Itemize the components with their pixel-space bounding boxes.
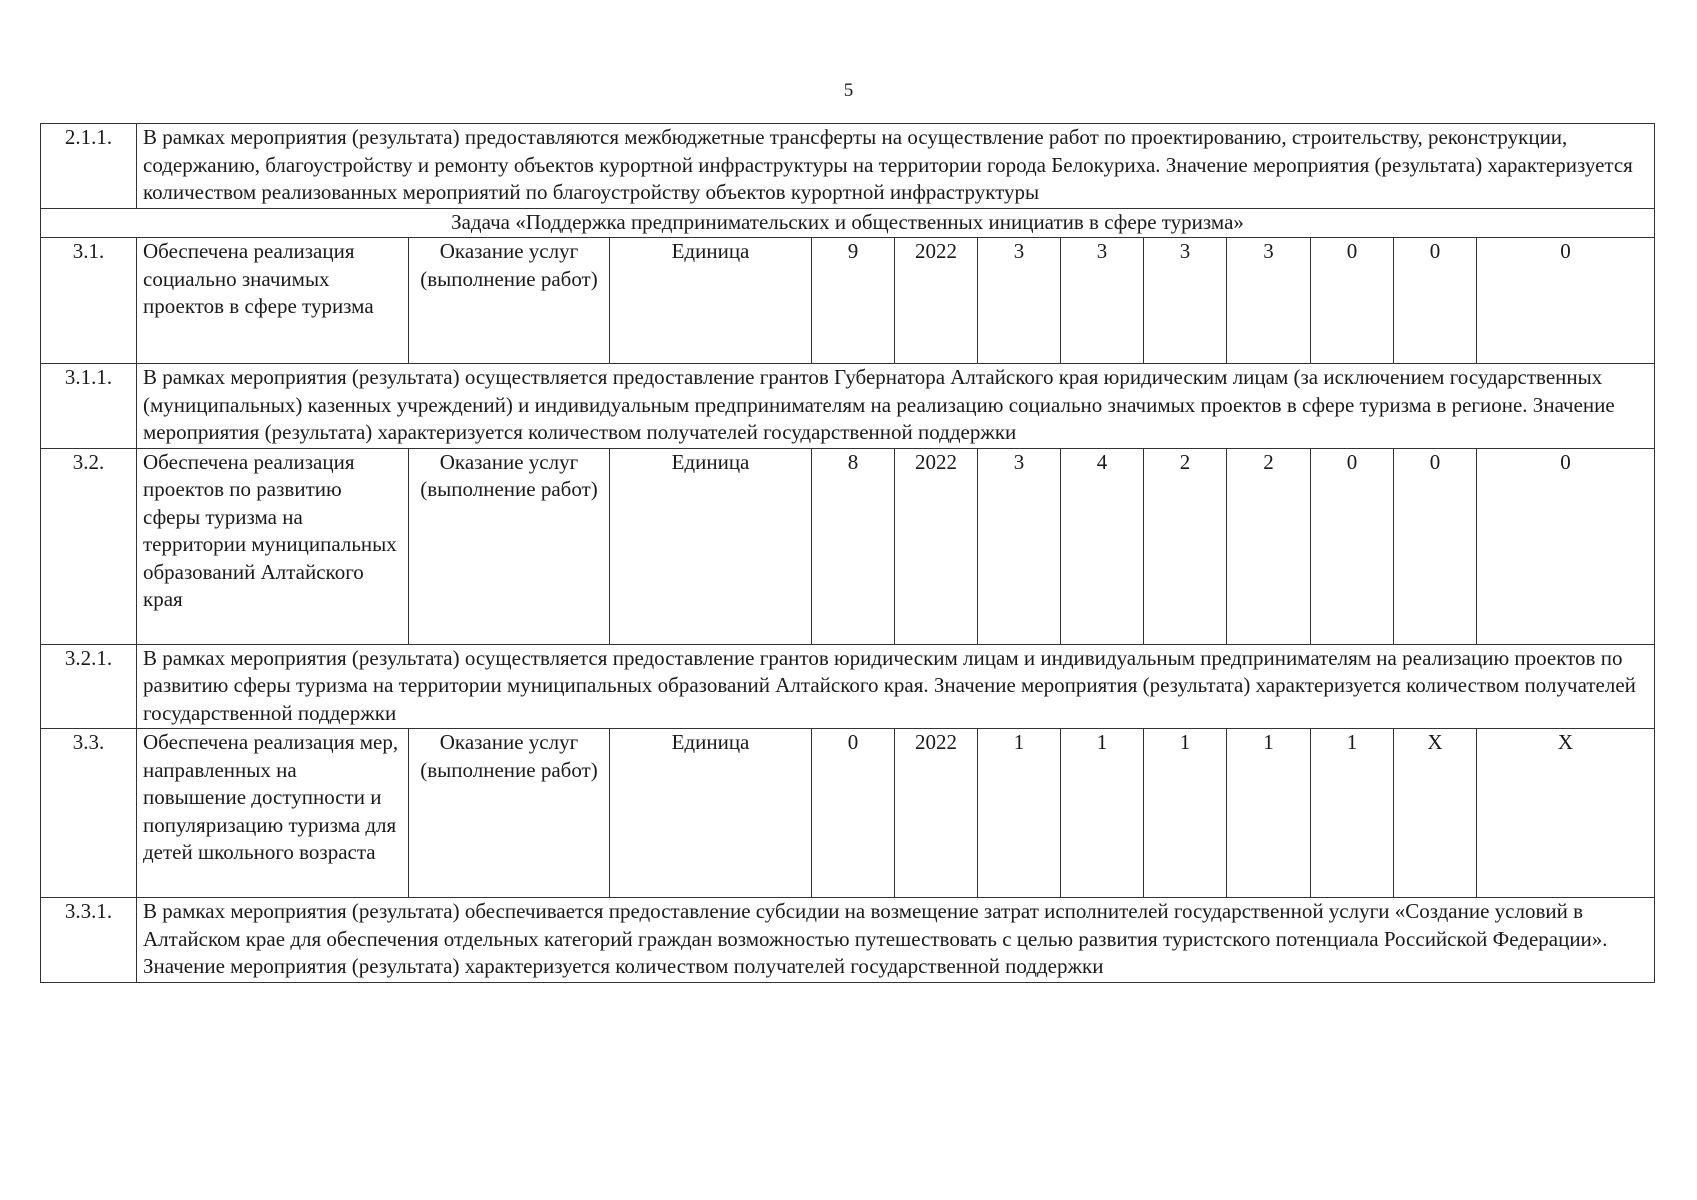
- year-value: 3: [1227, 238, 1311, 364]
- description-text: В рамках мероприятия (результата) обеспечивается предоставление субсидии на возмещение затрат исполнителей государственной услуги «Создание условий в Алтайском крае для обеспечения отдельных категорий граждан возможностью путешествовать с целью развития туристского потенциала Российской Федерации». Значение мероприятия (результата) характеризуется количеством получателей государственной поддержки: [137, 898, 1655, 983]
- unit-of-measure: Единица: [610, 238, 812, 364]
- base-value: 8: [812, 448, 895, 644]
- result-name: Обеспечена реализация проектов по развитию сферы туризма на территории муниципальных образований Алтайского края: [137, 448, 409, 644]
- result-type: Оказание услуг (выполнение работ): [409, 238, 610, 364]
- unit-of-measure: Единица: [610, 448, 812, 644]
- year-value: 1: [1227, 729, 1311, 898]
- result-name: Обеспечена реализация мер, направленных на повышение доступности и популяризацию туризма для детей школьного возраста: [137, 729, 409, 898]
- row-number: 3.2.: [41, 448, 137, 644]
- base-value: 9: [812, 238, 895, 364]
- year-value: 0: [1394, 238, 1477, 364]
- result-row: [41, 448, 1655, 644]
- year-value: 1: [978, 729, 1061, 898]
- result-row: [41, 238, 1655, 364]
- year-value: 1: [1311, 729, 1394, 898]
- description-text: В рамках мероприятия (результата) предоставляются межбюджетные трансферты на осуществление работ по проектированию, строительству, реконструкции, содержанию, благоустройству и ремонту объектов курортной инфраструктуры на территории города Белокуриха. Значение мероприятия (результата) характеризуется количеством реализованных мероприятий по благоустройству объектов курортной инфраструктуры: [137, 124, 1655, 209]
- row-number: 3.3.1.: [41, 898, 137, 983]
- year-value: X: [1477, 729, 1655, 898]
- description-row: [41, 124, 1655, 209]
- description-row: [41, 898, 1655, 983]
- result-type: Оказание услуг (выполнение работ): [409, 729, 610, 898]
- results-table: [40, 123, 1655, 983]
- base-year: 2022: [895, 729, 978, 898]
- description-text: В рамках мероприятия (результата) осуществляется предоставление грантов Губернатора Алтайского края юридическим лицам (за исключением государственных (муниципальных) казенных учреждений) и индивидуальным предпринимателям на реализацию социально значимых проектов в сфере туризма в регионе. Значение мероприятия (результата) характеризуется количеством получателей государственной поддержки: [137, 364, 1655, 449]
- result-type: Оказание услуг (выполнение работ): [409, 448, 610, 644]
- description-text: В рамках мероприятия (результата) осуществляется предоставление грантов юридическим лицам и индивидуальным предпринимателям на реализацию проектов по развитию сферы туризма на территории муниципальных образований Алтайского края. Значение мероприятия (результата) характеризуется количеством получателей государственной поддержки: [137, 644, 1655, 729]
- year-value: 3: [1144, 238, 1227, 364]
- year-value: 4: [1061, 448, 1144, 644]
- unit-of-measure: Единица: [610, 729, 812, 898]
- year-value: 1: [1144, 729, 1227, 898]
- row-number: 3.2.1.: [41, 644, 137, 729]
- year-value: 0: [1311, 448, 1394, 644]
- year-value: 0: [1394, 448, 1477, 644]
- result-name: Обеспечена реализация социально значимых проектов в сфере туризма: [137, 238, 409, 364]
- year-value: X: [1394, 729, 1477, 898]
- base-year: 2022: [895, 238, 978, 364]
- task-heading: Задача «Поддержка предпринимательских и общественных инициатив в сфере туризма»: [41, 208, 1655, 238]
- row-number: 3.1.1.: [41, 364, 137, 449]
- page-number: 5: [843, 80, 854, 101]
- year-value: 3: [978, 238, 1061, 364]
- base-year: 2022: [895, 448, 978, 644]
- row-number: 3.3.: [41, 729, 137, 898]
- description-row: [41, 364, 1655, 449]
- year-value: 2: [1144, 448, 1227, 644]
- row-number: 3.1.: [41, 238, 137, 364]
- year-value: 0: [1477, 238, 1655, 364]
- year-value: 3: [1061, 238, 1144, 364]
- year-value: 3: [978, 448, 1061, 644]
- year-value: 0: [1477, 448, 1655, 644]
- year-value: 1: [1061, 729, 1144, 898]
- description-row: [41, 644, 1655, 729]
- row-number: 2.1.1.: [41, 124, 137, 209]
- year-value: 0: [1311, 238, 1394, 364]
- base-value: 0: [812, 729, 895, 898]
- task-row: [41, 208, 1655, 238]
- result-row: [41, 729, 1655, 898]
- year-value: 2: [1227, 448, 1311, 644]
